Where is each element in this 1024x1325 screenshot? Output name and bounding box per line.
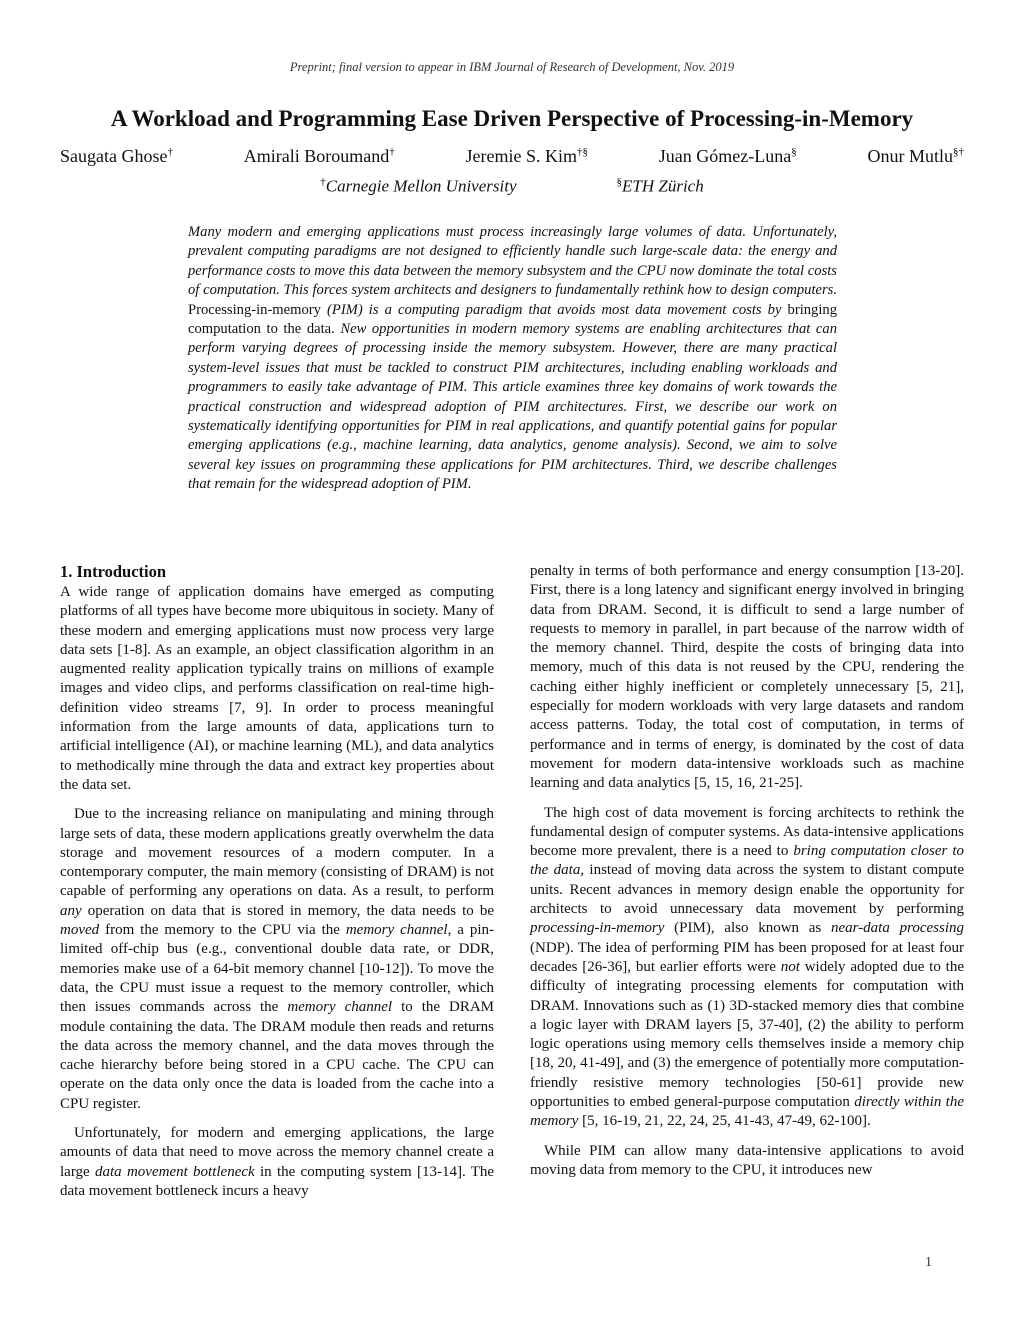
author: Juan Gómez-Luna§ — [658, 146, 797, 166]
right-column — [530, 562, 964, 1190]
affiliation-list — [0, 176, 1024, 197]
author: Onur Mutlu§† — [867, 146, 964, 166]
paragraph: Due to the increasing reliance on manipulating and mining through large sets of data, these modern applications greatly overwhelm the data storage and movement resources of a modern computer. In a contemporary computer, the main memory (consisting of DRAM) is not capable of performing any operations on data. As a result, to perform any operation on data that is stored in memory, the data needs to be moved from the memory to the CPU via the memory channel, a pin-limited off-chip bus (e.g., conventional double data rate, or DDR, memories make use of a 64-bit memory channel [10-12]). To move the data, the CPU must issue a request to the memory controller, which then issues commands across the memory channel to the DRAM module containing the data. The DRAM module then reads and returns the data across the memory channel, and the data moves through the cache hierarchy before being stored in a CPU cache. The CPU can operate on the data only once the data is loaded from the cache into a CPU register. — [60, 806, 495, 1112]
author: Amirali Boroumand† — [243, 146, 395, 166]
left-column — [60, 562, 494, 1211]
paragraph: A wide range of application domains have emerged as computing platforms of all types have become more ubiquitous in society. Many of these modern and emerging applications must now process very large data sets [1-8]. As an example, an object classification algorithm in an augmented reality application typically trains on millions of example images and video clips, and performs classification on real-time high-definition video streams [7, 9]. In order to process meaningful information from the large amounts of data, applications turn to artificial intelligence (AI), or machine learning (ML), and data analytics to methodically mine through the data and extract key properties about the data set. — [60, 584, 494, 793]
paragraph: The high cost of data movement is forcing architects to rethink the fundamental design of computer systems. As data-intensive applications become more prevalent, there is a need to bring computation closer to the data, instead of moving data across the system to distant compute units. Recent advances in memory design enable the opportunity for architects to avoid unnecessary data movement by performing processing-in-memory (PIM), also known as near-data processing (NDP). The idea of performing PIM has been proposed for at least four decades [26-36], but earlier efforts were not widely adopted due to the difficulty of integrating processing elements for computation with DRAM. Innovations such as (1) 3D-stacked memory dies that combine a logic layer with DRAM layers [5, 37-40], (2) the ability to perform logic operations using memory cells themselves inside a memory chip [18, 20, 41-49], and (3) the emergence of potentially more computation-friendly resistive memory technologies [50-61] provide new opportunities to embed general-purpose computation directly within the memory [5, 16-19, 21, 22, 24, 25, 41-43, 47-49, 62-100]. — [530, 804, 965, 1130]
paper-title: A Workload and Programming Ease Driven Perspective of Processing-in-Memory — [110, 106, 914, 131]
paragraph: While PIM can allow many data-intensive applications to avoid moving data from memory to the CPU, it introduces new — [530, 1142, 964, 1178]
author: Saugata Ghose† — [60, 146, 173, 166]
page-number: 1 — [925, 1255, 932, 1270]
author: Jeremie S. Kim†§ — [465, 146, 588, 166]
preprint-note: Preprint; final version to appear in IBM Journal of Research of Development, Nov. 2019 — [289, 60, 735, 74]
abstract: Many modern and emerging applications must process increasingly large volumes of data. Unfortunately, prevalent computing paradigms are not designed to efficiently handle such large-scale data: the energy and performance costs to move this data between the memory subsystem and the CPU now dominate the total costs of computation. This forces system architects and designers to fundamentally rethink how to design computers. Processing-in-memory (PIM) is a computing paradigm that avoids most data movement costs by bringing computation to the data. New opportunities in modern memory systems are enabling architectures that can perform varying degrees of processing inside the memory subsystem. However, there are many practical system-level issues that must be tackled to construct PIM architectures, including enabling workloads and programmers to easily take advantage of PIM. This article examines three key domains of work towards the practical construction and widespread adoption of PIM architectures. First, we describe our work on systematically identifying opportunities for PIM in real applications, and quantify potential gains for popular emerging applications (e.g., machine learning, data analytics, genome analysis). Second, we aim to solve several key issues on programming these applications for PIM architectures. Third, we describe challenges that remain for the widespread adoption of PIM. — [188, 224, 838, 493]
section-heading: 1. Introduction — [60, 562, 167, 581]
affiliation: †Carnegie Mellon University — [320, 176, 517, 196]
paragraph: penalty in terms of both performance and energy consumption [13-20]. First, there is a long latency and significant energy involved in bringing data from DRAM. Second, it is difficult to send a large number of requests to memory in parallel, in part because of the narrow width of the memory channel. Third, despite the costs of bringing data into memory, much of this data is not reused by the CPU, rendering the caching either highly inefficient or completely unnecessary [5, 21], especially for modern workloads with very large datasets and random access patterns. Today, the total cost of computation, in terms of performance and in terms of energy, is dominated by the cost of data movement for modern data-intensive workloads such as machine learning and data analytics [5, 15, 16, 21-25]. — [530, 563, 964, 792]
paragraph: Unfortunately, for modern and emerging applications, the large amounts of data that need to move across the memory channel create a large data movement bottleneck in the computing system [13-14]. The data movement bottleneck incurs a heavy — [60, 1125, 495, 1199]
affiliation: §ETH Zürich — [616, 176, 704, 196]
author-list — [60, 146, 964, 167]
